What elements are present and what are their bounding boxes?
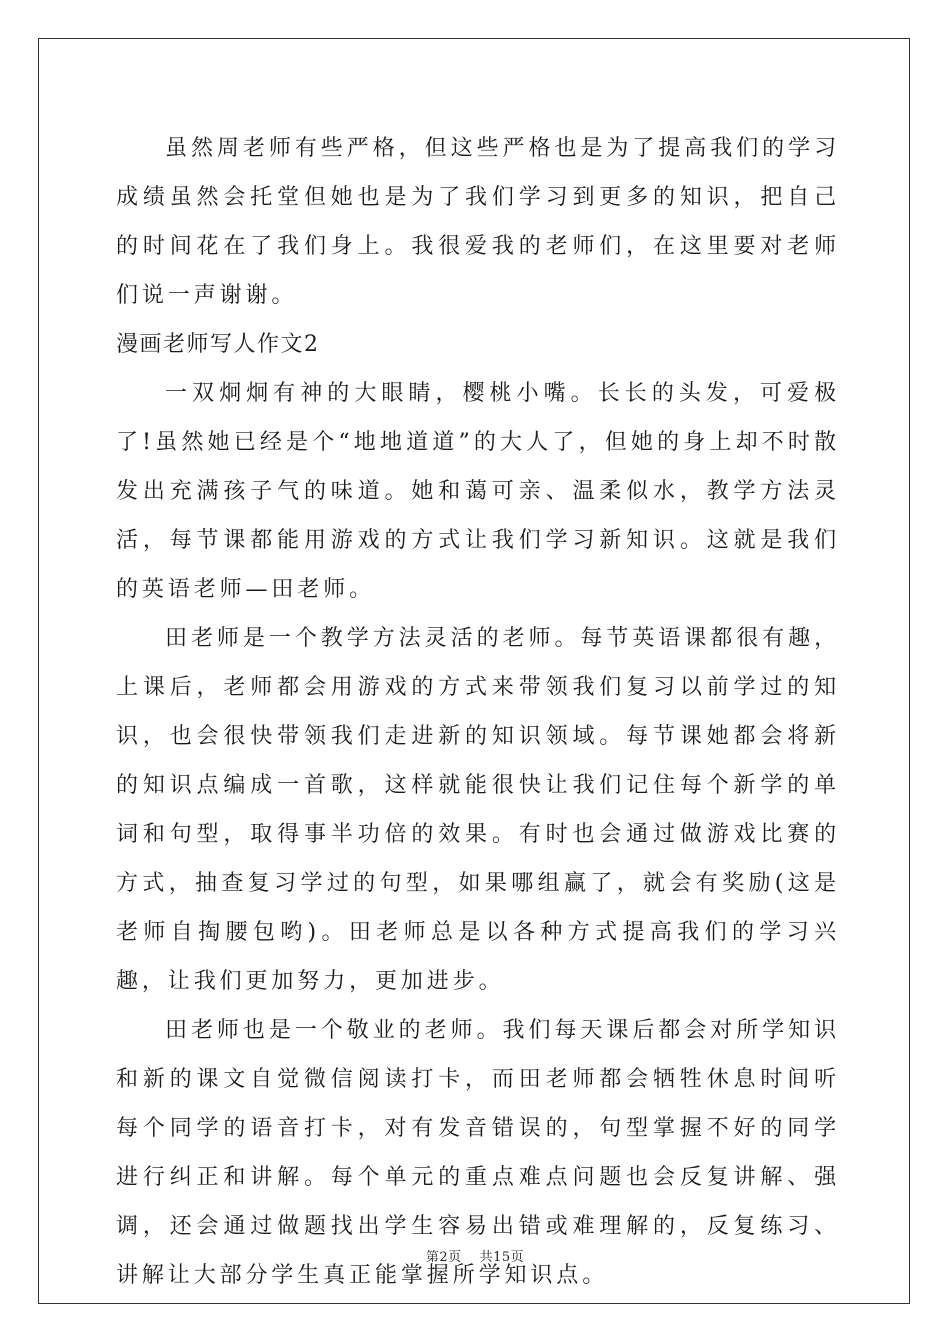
section-heading: 漫画老师写人作文2 xyxy=(116,332,320,357)
page-number: 第2页 xyxy=(425,1250,462,1265)
paragraph-2: 一双炯炯有神的大眼睛，樱桃小嘴。长长的头发，可爱极了!虽然她已经是个“地地道道”的大人了，但她的身上却不时散发出充满孩子气的味道。她和蔼可亲、温柔似水，教学方法灵活，每节课都能用游戏的方式让我们学习新知识。这就是我们的英语老师—田老师。 xyxy=(116,381,840,602)
paragraph-4: 田老师也是一个敬业的老师。我们每天课后都会对所学知识和新的课文自觉微信阅读打卡，而田老师都会牺牲休息时间听每个同学的语音打卡，对有发音错误的，句型掌握不好的同学进行纠正和讲解。每个单元的重点难点问题也会反复讲解、强调，还会通过做题找出学生容易出错或难理解的，反复练习、讲解让大部分学生真正能掌握所学知识点。 xyxy=(116,1018,840,1288)
document-body xyxy=(116,124,840,1300)
page-footer xyxy=(0,1246,950,1265)
page-total: 共15页 xyxy=(479,1250,525,1265)
paragraph-3: 田老师是一个教学方法灵活的老师。每节英语课都很有趣，上课后，老师都会用游戏的方式来带领我们复习以前学过的知识，也会很快带领我们走进新的知识领域。每节课她都会将新的知识点编成一首歌，这样就能很快让我们记住每个新学的单词和句型，取得事半功倍的效果。有时也会通过做游戏比赛的方式，抽查复习学过的句型，如果哪组赢了，就会有奖励(这是老师自掏腰包哟)。田老师总是以各种方式提高我们的学习兴趣，让我们更加努力，更加进步。 xyxy=(116,626,840,994)
paragraph-1: 虽然周老师有些严格，但这些严格也是为了提高我们的学习成绩虽然会托堂但她也是为了我们学习到更多的知识，把自己的时间花在了我们身上。我很爱我的老师们，在这里要对老师们说一声谢谢。 xyxy=(116,136,840,308)
